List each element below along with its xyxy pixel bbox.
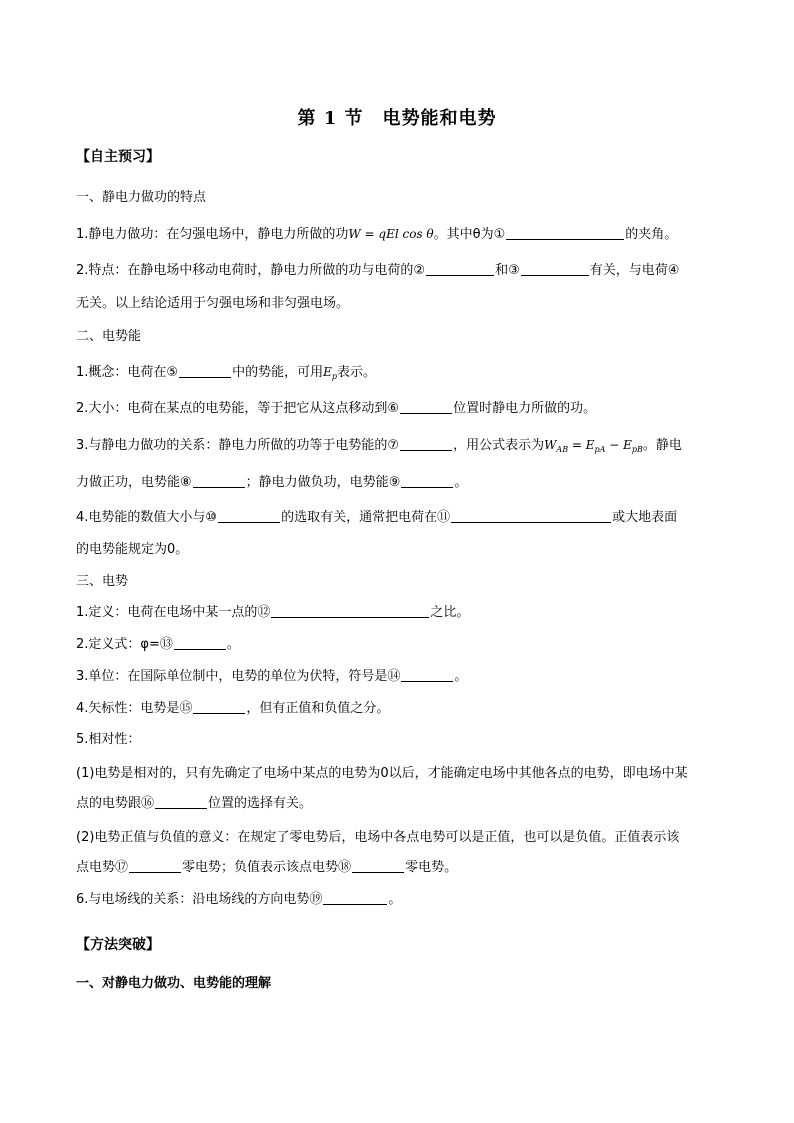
part2-line6: 的电势能规定为0。 (76, 542, 189, 557)
text: 之比。 (430, 605, 470, 620)
part2-heading: 二、电势能 (76, 329, 142, 344)
symbol-ep-sub: p (331, 372, 337, 381)
blank-number-2: ② (413, 263, 426, 278)
formula-sub: pB (631, 445, 643, 454)
part3-line8: (2)电势正值与负值的意义：在规定了零电势后，电场中各点电势可以是正值，也可以是负值。正值表示该 (76, 830, 680, 845)
formula-part: = E (568, 438, 595, 452)
text: ，但有正值和负值之分。 (246, 701, 390, 716)
text: 位置的选择有关。 (208, 796, 313, 811)
text: 4.矢标性：电势是 (76, 701, 180, 716)
text: 1.定义：电荷在电场中某一点的 (76, 605, 258, 620)
text: 3.与静电力做功的关系：静电力所做的功等于电势能的 (76, 438, 388, 453)
symbol-ep (323, 365, 337, 379)
formula-work: W = qEl cos θ (348, 227, 434, 241)
blank-number-9: ⑨ (388, 475, 401, 490)
text: 零电势。 (405, 860, 458, 875)
answer-blank-6[interactable] (400, 399, 452, 414)
text: 或大地表面 (612, 510, 678, 525)
section-heading-method: 【方法突破】 (76, 937, 160, 953)
answer-blank-12[interactable] (271, 603, 429, 618)
part1-line2 (76, 261, 679, 281)
blank-number-13: ⑬ (159, 637, 173, 652)
part3-line9 (76, 858, 457, 878)
part3-line4 (76, 699, 389, 719)
text: 2.特点：在静电场中移动电荷时，静电力所做的功与电荷的 (76, 263, 414, 278)
answer-blank-16[interactable] (155, 794, 207, 809)
text: 。 (388, 892, 402, 907)
blank-number-6: ⑥ (387, 401, 400, 416)
part3-line10 (76, 890, 401, 910)
text: 有关，与电荷 (589, 263, 668, 278)
blank-number-8: ⑧ (180, 475, 192, 490)
text: 点的电势跟 (76, 796, 142, 811)
blank-number-11: ⑪ (437, 510, 451, 525)
text: 4.电势能的数值大小与 (76, 510, 206, 525)
blank-number-5: ⑤ (166, 365, 179, 380)
section-heading-preview: 【自主预习】 (76, 149, 160, 165)
answer-blank-15[interactable] (193, 699, 245, 714)
answer-blank-2[interactable] (426, 261, 494, 276)
text: 。 (454, 475, 468, 490)
blank-number-16: ⑯ (141, 796, 155, 811)
part3-heading: 三、电势 (76, 574, 129, 589)
blank-number-7: ⑦ (387, 438, 400, 453)
part3-line5: 5.相对性： (76, 732, 141, 747)
text: 表示。 (336, 365, 376, 380)
formula-sub: pA (594, 445, 606, 454)
text: 和 (495, 263, 509, 278)
text: 位置时静电力所做的功。 (453, 401, 597, 416)
part2-line4 (76, 473, 467, 493)
formula-wab (544, 438, 643, 452)
answer-blank-7[interactable] (400, 436, 452, 451)
blank-number-14: ⑭ (387, 669, 401, 684)
text: 1.静电力做功：在匀强电场中，静电力所做的功 (76, 227, 349, 242)
text: 2.定义式：φ= (76, 637, 160, 652)
text: 力做正功，电势能 (76, 475, 181, 490)
answer-blank-10[interactable] (218, 508, 280, 523)
blank-number-10: ⑩ (205, 510, 218, 525)
blank-number-19: ⑲ (309, 892, 323, 907)
part3-line3 (76, 667, 467, 687)
answer-blank-11[interactable] (451, 508, 611, 523)
text: 6.与电场线的关系：沿电场线的方向电势 (76, 892, 310, 907)
part2-line1 (76, 362, 376, 387)
text: ；静电力做负功，电势能 (245, 475, 389, 490)
answer-blank-3[interactable] (521, 261, 589, 276)
part3-line7 (76, 794, 312, 814)
text: 的夹角。 (625, 227, 678, 242)
text: 3.单位：在国际单位制中，电势的单位为伏特，符号是 (76, 669, 388, 684)
text: 中的势能，可用 (232, 365, 324, 380)
blank-number-3: ③ (508, 263, 520, 278)
part1-heading: 一、静电力做功的特点 (76, 190, 207, 205)
formula-part: W (544, 438, 557, 452)
text: 零电势；负值表示该点电势 (182, 860, 339, 875)
text: ，用公式表示为 (453, 438, 545, 453)
formula-part: − E (605, 438, 632, 452)
blank-number-17: ⑰ (115, 860, 129, 875)
answer-blank-1[interactable] (506, 225, 624, 240)
symbol-ep-main: E (323, 365, 332, 379)
answer-blank-13[interactable] (174, 635, 226, 650)
part2-line5 (76, 508, 677, 528)
part3-line2 (76, 635, 240, 655)
answer-blank-9[interactable] (401, 473, 453, 488)
answer-blank-17[interactable] (129, 858, 181, 873)
formula-sub: AB (556, 445, 569, 454)
part3-line6: (1)电势是相对的，只有先确定了电场中某点的电势为0以后，才能确定电场中其他各点的电势，即电场中某 (76, 766, 688, 781)
text: 2.大小：电荷在某点的电势能，等于把它从这点移动到 (76, 401, 388, 416)
part1-line3: 无关。以上结论适用于匀强电场和非匀强电场。 (76, 296, 350, 311)
text: 。 (454, 669, 468, 684)
method-subheading: 一、对静电力做功、电势能的理解 (76, 976, 272, 991)
answer-blank-18[interactable] (352, 858, 404, 873)
text: 1.概念：电荷在 (76, 365, 167, 380)
answer-blank-19[interactable] (323, 890, 387, 905)
blank-number-18: ⑱ (338, 860, 352, 875)
blank-number-1: ① (493, 227, 506, 242)
text: 。其中θ为 (433, 227, 494, 242)
text: 的选取有关，通常把电荷在 (281, 510, 438, 525)
text: 。 (226, 637, 240, 652)
text: 。静电 (642, 438, 682, 453)
part2-line2 (76, 399, 596, 419)
part1-line1 (76, 224, 677, 245)
page-title: 第 1 节 电势能和电势 (297, 108, 497, 129)
part2-line3 (76, 435, 682, 460)
answer-blank-8[interactable] (193, 473, 245, 488)
blank-number-12: ⑫ (257, 605, 271, 620)
blank-number-15: ⑮ (179, 701, 193, 716)
part3-line1 (76, 603, 469, 623)
answer-blank-14[interactable] (401, 667, 453, 682)
answer-blank-5[interactable] (179, 363, 231, 378)
text: 点电势 (76, 860, 116, 875)
blank-number-4: ④ (667, 263, 680, 278)
